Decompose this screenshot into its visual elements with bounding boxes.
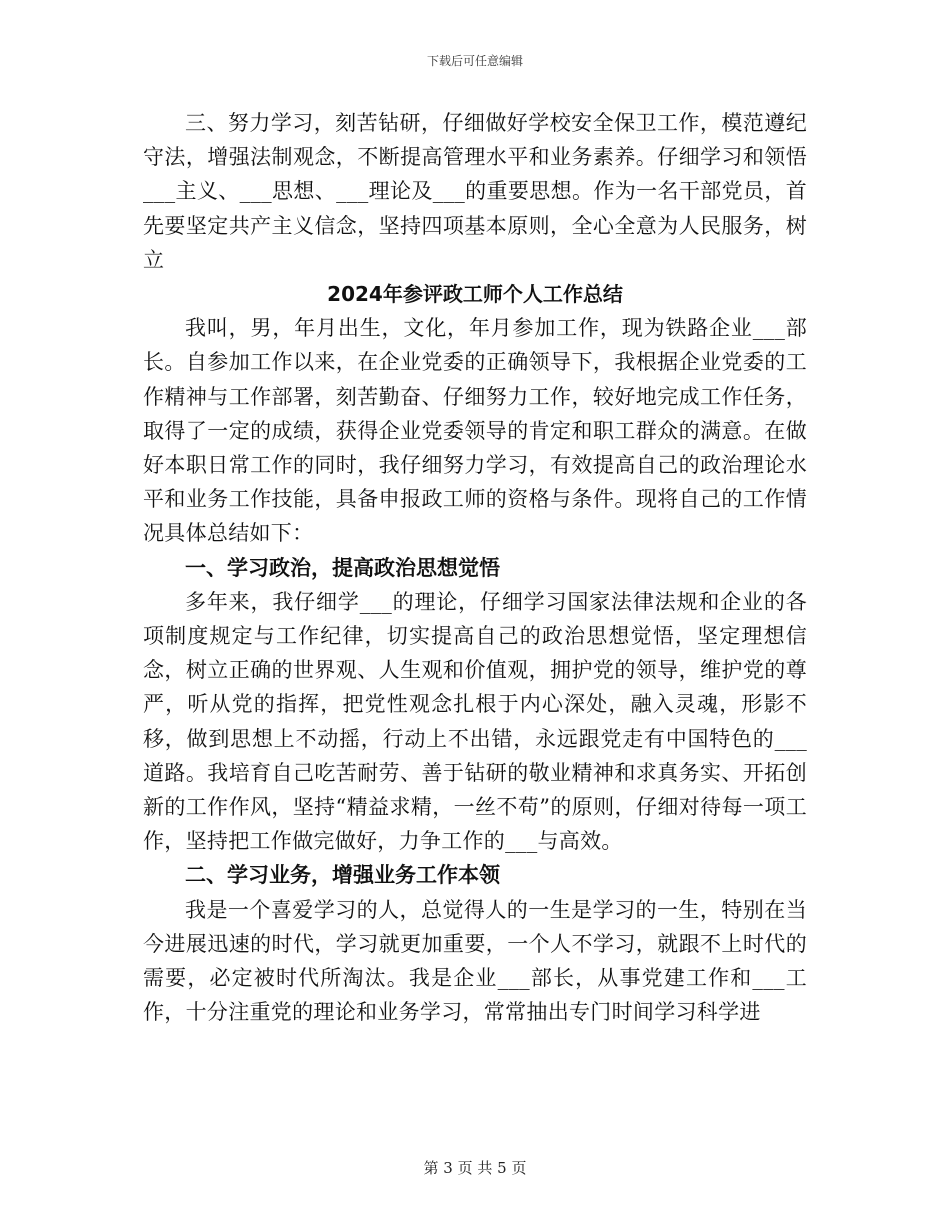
section-heading-2: 二、学习业务，增强业务工作本领	[185, 863, 500, 888]
document-title: 2024年参评政工师个人工作总结	[327, 282, 623, 307]
page-number: 第 3 页 共 5 页	[423, 1159, 527, 1177]
section-heading-1: 一、学习政治，提高政治思想觉悟	[185, 555, 500, 580]
document-body	[143, 106, 807, 1029]
intro-paragraph: 三、努力学习，刻苦钻研，仔细做好学校安全保卫工作，模范遵纪守法，增强法制观念，不断提高管理水平和业务素养。仔细学习和领悟___主义、___思想、___理论及___的重要思想。作为一名干部党员，首先要坚定共产主义信念，坚持四项基本原则，全心全意为人民服务，树立	[143, 111, 807, 272]
page-header: 下载后可任意编辑	[426, 54, 523, 68]
paragraph-2: 多年来，我仔细学___的理论，仔细学习国家法律法规和企业的各项制度规定与工作纪律，切实提高自己的政治思想觉悟，坚定理想信念，树立正确的世界观、人生观和价值观，拥护党的领导，维护党的尊严，听从党的指挥，把党性观念扎根于内心深处，融入灵魂，形影不移，做到思想上不动摇，行动上不出错，永远跟党走有中国特色的___道路。我培育自己吃苦耐劳、善于钻研的敬业精神和求真务实、开拓创新的工作作风，坚持“精益求精，一丝不苟”的原则，仔细对待每一项工作，坚持把工作做完做好，力争工作的___与高效。	[143, 589, 807, 854]
paragraph-1: 我叫，男，年月出生，文化，年月参加工作，现为铁路企业___部长。自参加工作以来，在企业党委的正确领导下，我根据企业党委的工作精神与工作部署，刻苦勤奋、仔细努力工作，较好地完成工作任务，取得了一定的成绩，获得企业党委领导的肯定和职工群众的满意。在做好本职日常工作的同时，我仔细努力学习，有效提高自己的政治理论水平和业务工作技能，具备申报政工师的资格与条件。现将自己的工作情况具体总结如下：	[143, 316, 807, 546]
paragraph-3: 我是一个喜爱学习的人，总觉得人的一生是学习的一生，特别在当今进展迅速的时代，学习就更加重要，一个人不学习，就跟不上时代的需要，必定被时代所淘汰。我是企业___部长，从事党建工作和___工作，十分注重党的理论和业务学习，常常抽出专门时间学习科学进	[143, 897, 807, 1025]
